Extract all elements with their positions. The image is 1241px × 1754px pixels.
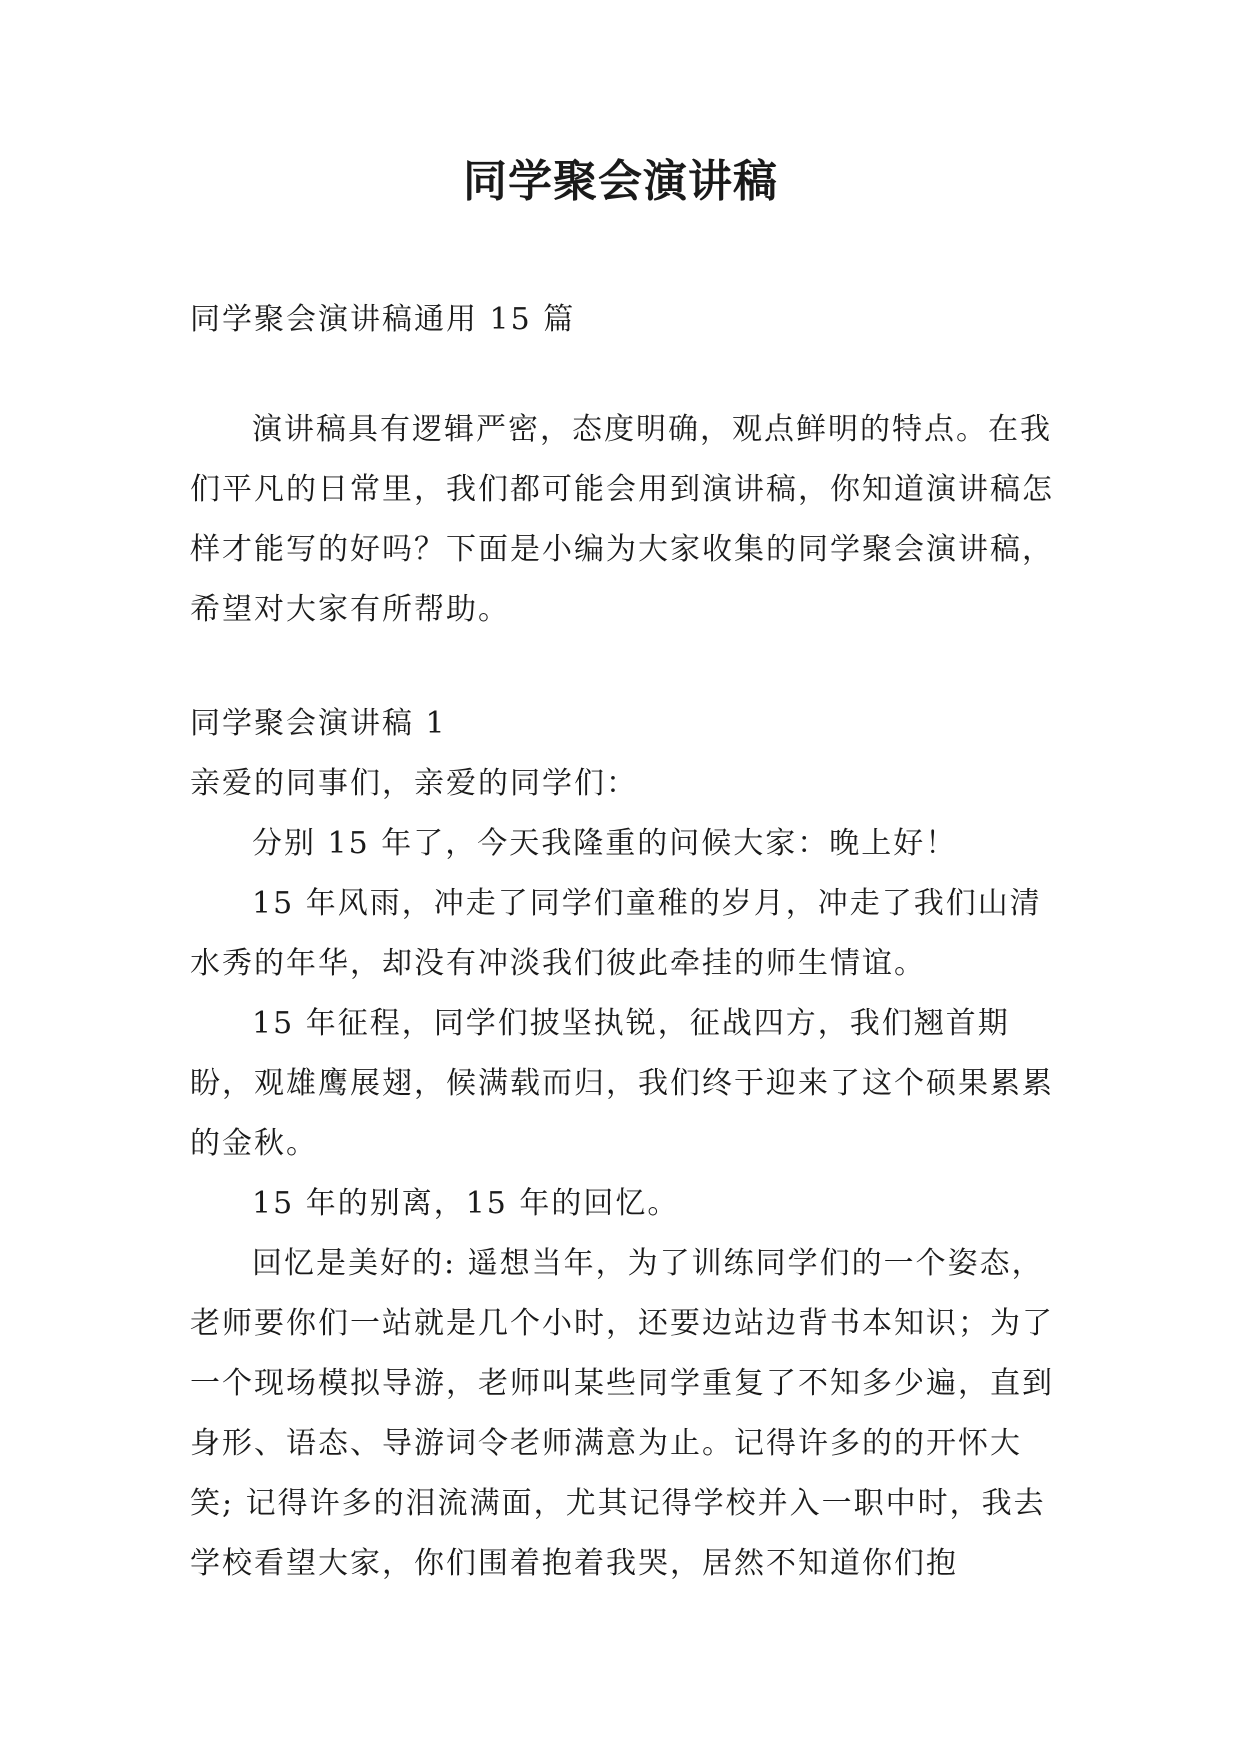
body-paragraph: 回忆是美好的: 遥想当年，为了训练同学们的一个姿态，老师要你们一站就是几个小时，还要边站边背书本知识；为了一个现场模拟导游，老师叫某些同学重复了不知多少遍，直到身形、语态、导游词令老师满意为止。记得许多的的开怀大笑; 记得许多的泪流满面，尤其记得学校并入一职中时，我去学校看望大家，你们围着抱着我哭，居然不知道你们抱 [190,1246,1054,1581]
body-paragraph: 15 年的别离，15 年的回忆。 [252,1186,680,1221]
body-paragraph: 15 年征程，同学们披坚执锐，征战四方，我们翘首期盼，观雄鹰展翅，候满载而归，我们终于迎来了这个硕果累累的金秋。 [190,1006,1054,1161]
section-heading: 同学聚会演讲稿 1 [190,706,447,741]
greeting-line: 亲爱的同事们，亲爱的同学们： [190,766,638,801]
intro-paragraph: 演讲稿具有逻辑严密，态度明确，观点鲜明的特点。在我们平凡的日常里，我们都可能会用到演讲稿，你知道演讲稿怎样才能写的好吗？下面是小编为大家收集的同学聚会演讲稿，希望对大家有所帮助。 [190,412,1054,627]
document-title: 同学聚会演讲稿 [463,156,778,207]
body-paragraph: 分别 15 年了，今天我隆重的问候大家：晚上好！ [252,826,958,861]
document-body [190,290,1060,1594]
body-paragraph: 15 年风雨，冲走了同学们童稚的岁月，冲走了我们山清水秀的年华，却没有冲淡我们彼此牵挂的师生情谊。 [190,886,1042,981]
document-subtitle: 同学聚会演讲稿通用 15 篇 [190,302,576,337]
